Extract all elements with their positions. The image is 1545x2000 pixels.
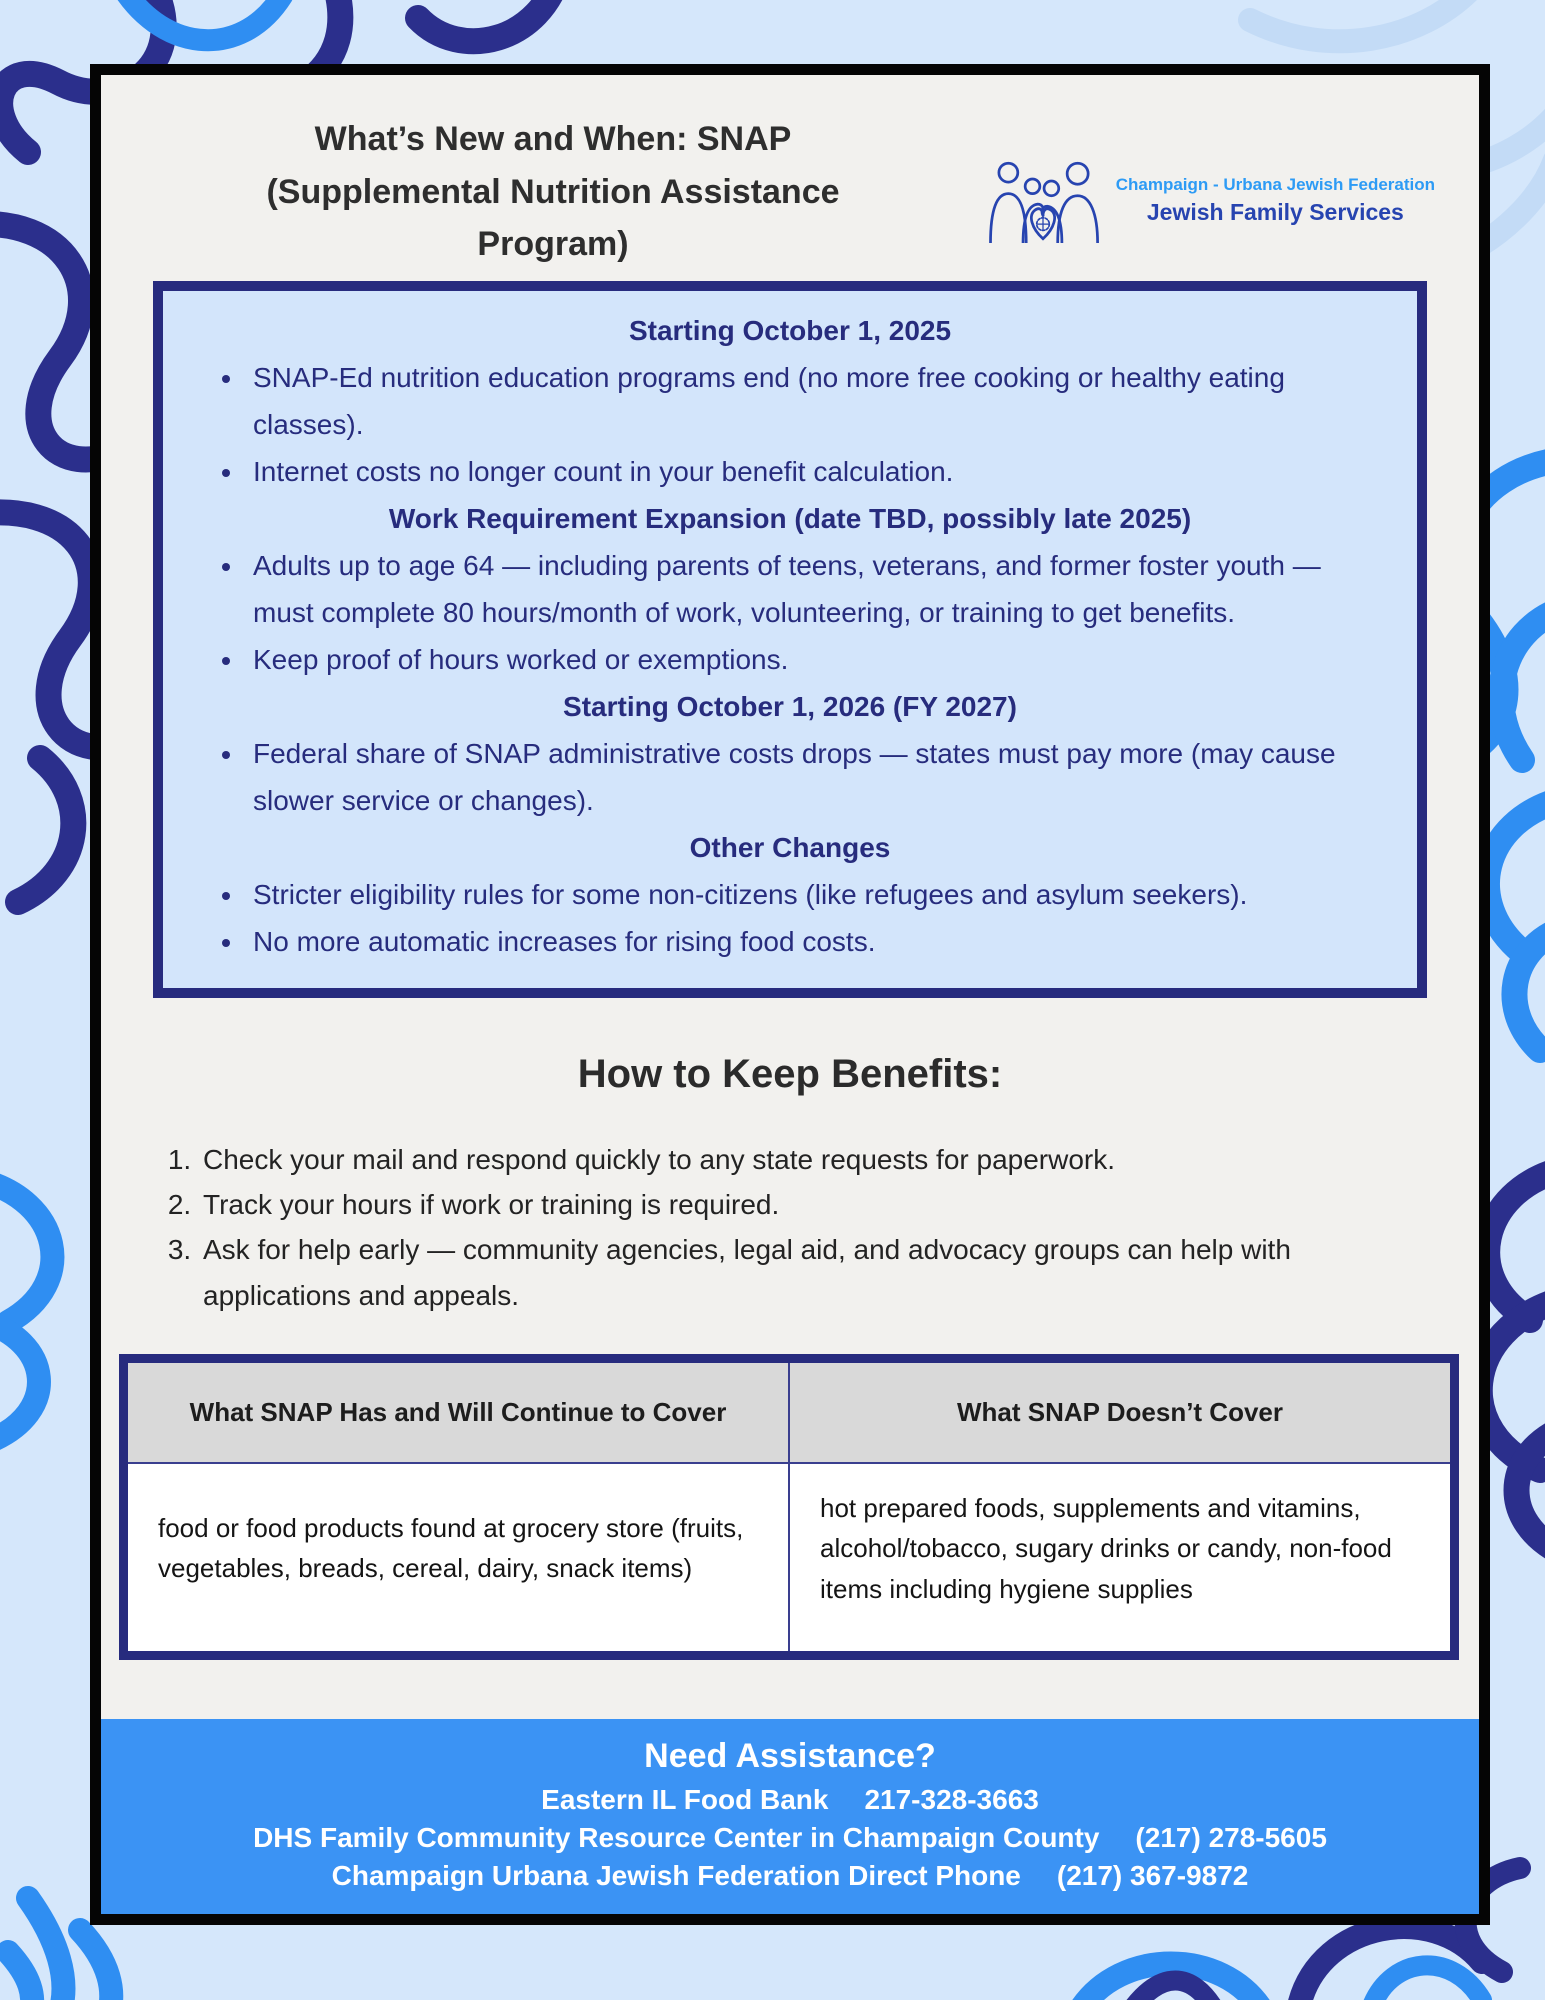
- bullet-item: • Internet costs no longer count in your benefit calculation.: [245, 448, 1375, 495]
- page-subtitle: (Supplemental Nutrition Assistance Program): [266, 172, 840, 264]
- contact-name: Eastern IL Food Bank: [541, 1784, 829, 1815]
- keep-benefits-steps: [137, 1137, 1439, 1318]
- contact-line: [121, 1784, 1459, 1816]
- footer-heading: Need Assistance?: [644, 1737, 936, 1775]
- logo-text: [1116, 174, 1435, 228]
- coverage-table: [119, 1354, 1459, 1660]
- section-heading-oct-2025: Starting October 1, 2025: [628, 315, 952, 347]
- bullet-item: • Federal share of SNAP administrative costs drops — states must pay more (may cause slower service or changes).: [245, 730, 1375, 824]
- table-cell-not-covered: hot prepared foods, supplements and vitamins, alcohol/tobacco, sugary drinks or candy, non-food items including hygiene supplies: [789, 1463, 1455, 1655]
- table-cell-covered: food or food products found at grocery store (fruits, vegetables, breads, cereal, dairy, snack items): [124, 1463, 790, 1655]
- organization-logo: [984, 131, 1435, 271]
- bullet-item: • Adults up to age 64 — including parents of teens, veterans, and former foster youth — must complete 80 hours/month of work, volunteering, or training to get benefits.: [245, 542, 1375, 636]
- table-row: [124, 1463, 1455, 1655]
- how-to-keep-benefits-heading: How to Keep Benefits:: [577, 1051, 1003, 1096]
- step-item: 2. Track your hours if work or training is required.: [199, 1182, 1439, 1227]
- table-header-not-covered: What SNAP Doesn’t Cover: [789, 1358, 1455, 1463]
- bullet-item: • Keep proof of hours worked or exemptions.: [245, 636, 1375, 683]
- bullet-list-other-changes: [205, 871, 1375, 965]
- family-icon: [984, 159, 1102, 243]
- section-heading-other-changes: Other Changes: [689, 832, 891, 864]
- flyer-panel: [90, 64, 1490, 1925]
- need-assistance-footer: [101, 1719, 1479, 1914]
- bullet-item: • Stricter eligibility rules for some non-citizens (like refugees and asylum seekers).: [245, 871, 1375, 918]
- step-item: 1. Check your mail and respond quickly to any state requests for paperwork.: [199, 1137, 1439, 1182]
- section-heading-oct-2026: Starting October 1, 2026 (FY 2027): [563, 691, 1017, 723]
- contact-phone: (217) 278-5605: [1135, 1822, 1327, 1853]
- bullet-item: • No more automatic increases for rising food costs.: [245, 918, 1375, 965]
- contact-phone: (217) 367-9872: [1056, 1860, 1249, 1891]
- logo-dept-name: Jewish Family Services: [1146, 198, 1404, 225]
- logo-org-name: Champaign - Urbana Jewish Federation: [1115, 175, 1435, 195]
- section-heading-work-requirement: Work Requirement Expansion (date TBD, possibly late 2025): [388, 503, 1192, 535]
- page-title-block: [223, 113, 883, 271]
- table-header-row: [124, 1358, 1455, 1463]
- contact-name: DHS Family Community Resource Center in Champaign County: [253, 1822, 1100, 1853]
- contact-line: [121, 1822, 1459, 1854]
- bullet-item: • SNAP-Ed nutrition education programs end (no more free cooking or healthy eating classes).: [245, 354, 1375, 448]
- step-item: 3. Ask for help early — community agencies, legal aid, and advocacy groups can help with applications and appeals.: [199, 1227, 1439, 1318]
- bullet-list-work-requirement: [205, 542, 1375, 683]
- table-header-covered: What SNAP Has and Will Continue to Cover: [124, 1358, 790, 1463]
- contact-name: Champaign Urbana Jewish Federation Direct Phone: [331, 1860, 1021, 1891]
- contact-line: [121, 1860, 1459, 1892]
- bullet-list-oct-2025: [205, 354, 1375, 495]
- snap-changes-box: [153, 281, 1427, 997]
- page-title: What’s New and When: SNAP: [314, 120, 792, 158]
- contact-phone: 217-328-3663: [864, 1784, 1039, 1815]
- bullet-list-oct-2026: [205, 730, 1375, 824]
- header: [101, 75, 1479, 271]
